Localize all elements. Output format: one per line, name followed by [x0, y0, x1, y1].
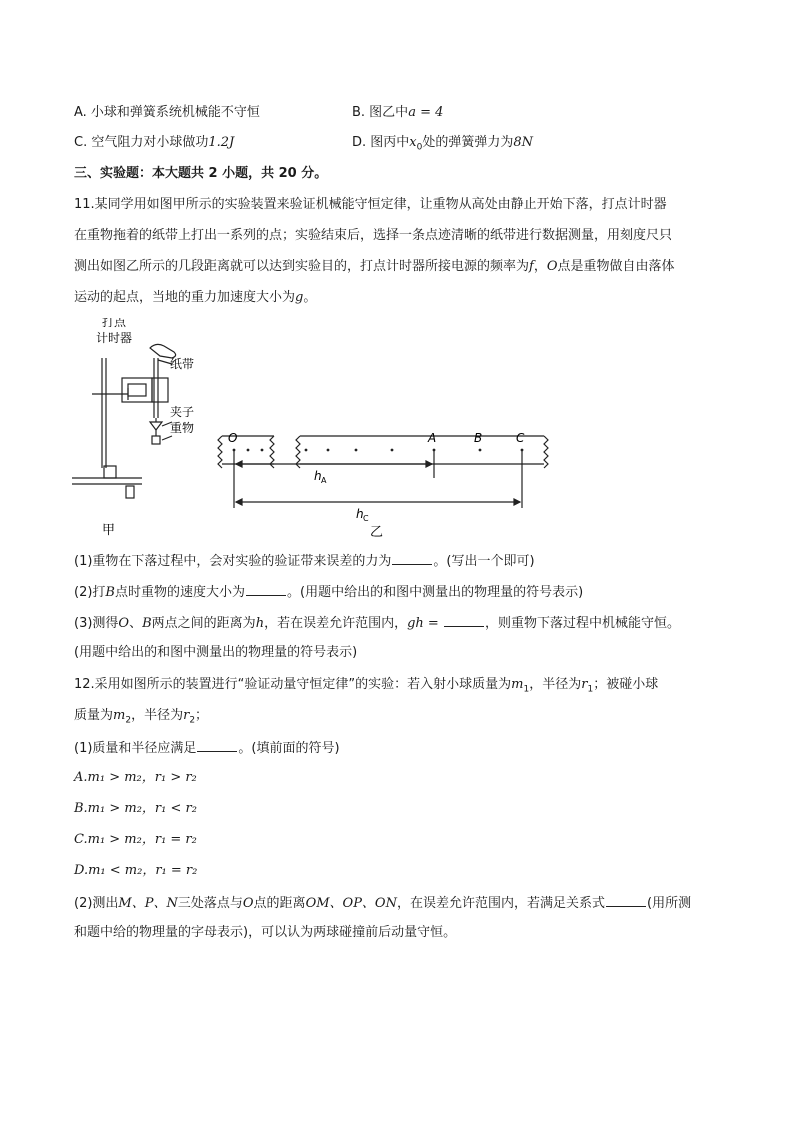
q12-l1b: m — [511, 677, 524, 692]
q11-p1b: 。(写出一个即可) — [433, 554, 535, 569]
dot-c — [521, 449, 524, 452]
caption-jia: 甲 — [102, 523, 116, 538]
label-timer-2: 计时器 — [96, 331, 133, 345]
q12-p2d: O — [242, 896, 254, 911]
option-c — [74, 134, 234, 152]
label-hc-sub: C — [363, 514, 369, 523]
q11-part-3 — [74, 613, 680, 633]
label-tape: 纸带 — [170, 357, 195, 371]
q11-p2d: 。(用题中给出的和图中测量出的物理量的符号表示) — [287, 585, 584, 600]
tape-right — [296, 436, 548, 468]
q12-p2f: OM、OP、ON — [305, 896, 397, 911]
q11-p3c: 、 — [129, 616, 143, 631]
q12-option-c: C.m₁ > m₂，r₁ = r₂ — [74, 832, 197, 847]
option-d-mid: 处的弹簧弹力为 — [422, 135, 514, 150]
q12-l2d-sub: 2 — [189, 715, 196, 726]
q12-l2e: ； — [195, 708, 209, 723]
answer-blank-3[interactable] — [444, 613, 484, 627]
dot-2 — [261, 449, 264, 452]
q12-l1b-sub: 1 — [523, 684, 530, 695]
q12-p2g: ，在误差允许范围内，若满足关系式 — [396, 896, 605, 911]
q12-p1b: 。(填前面的符号) — [238, 741, 340, 756]
label-ha-sub: A — [321, 476, 327, 485]
q11-p3g: ，若在误差允许范围内， — [264, 616, 408, 631]
q11-l4a: 运动的起点，当地的重力加速度大小为 — [74, 290, 296, 305]
q11-part-2 — [74, 582, 583, 602]
option-a — [74, 104, 260, 122]
option-b — [352, 104, 443, 122]
option-c-math: 1.2J — [208, 135, 235, 150]
hand-shape — [150, 344, 176, 358]
weight-block — [152, 436, 160, 444]
dot-b — [479, 449, 482, 452]
q12-l1e: ；被碰小球 — [593, 677, 659, 692]
q12-l2b-sub: 2 — [125, 715, 132, 726]
q12-l2d: r — [183, 708, 190, 723]
option-c-text: C. 空气阻力对小球做功 — [74, 135, 209, 150]
q11-p3a: (3)测得 — [74, 616, 119, 631]
q12-p1a: (1)质量和半径应满足 — [74, 741, 197, 756]
q12-line-1 — [74, 676, 658, 699]
label-point-b: B — [474, 431, 483, 445]
q11-l3a: 测出如图乙所示的几段距离就可以达到实验目的，打点计时器所接电源的频率为 — [74, 259, 530, 274]
q11-l3e: 点是重物做自由落体 — [557, 259, 675, 274]
q12-l2c: ，半径为 — [131, 708, 184, 723]
option-d-x: x — [409, 135, 417, 150]
timer-inner — [128, 384, 146, 396]
q11-p2a: (2)打 — [74, 585, 106, 600]
q12-l1c: ，半径为 — [529, 677, 582, 692]
label-weight: 重物 — [170, 421, 195, 435]
figure-svg — [66, 318, 556, 548]
dot-3 — [305, 449, 308, 452]
q12-option-d: D.m₁ < m₂，r₁ = r₂ — [74, 863, 198, 878]
q12-p2e: 点的距离 — [253, 896, 306, 911]
section-heading: 三、实验题：本大题共 2 小题，共 20 分。 — [74, 166, 328, 181]
q12-part-1 — [74, 738, 340, 758]
q12-option-a: A.m₁ > m₂，r₁ > r₂ — [74, 770, 197, 785]
q11-l4c: 。 — [303, 290, 317, 305]
q12-l1d: r — [581, 677, 588, 692]
q12-p2b: M、P、N — [118, 896, 178, 911]
answer-blank-1[interactable] — [392, 551, 432, 565]
q11-p3b: O — [118, 616, 130, 631]
experiment-figure — [66, 318, 556, 552]
label-point-o: O — [228, 431, 238, 445]
option-d-end: 8N — [513, 135, 534, 150]
q11-p3e: 两点之间的距离为 — [151, 616, 256, 631]
label-timer-1: 打点 — [102, 318, 127, 329]
option-b-text: B. 图乙中 — [352, 105, 409, 120]
option-d-sub: 0 — [416, 142, 423, 153]
q11-l3b: f — [529, 259, 534, 274]
q12-l2b: m — [113, 708, 126, 723]
q12-p2h: (用所测 — [647, 896, 692, 911]
timer-box — [122, 378, 152, 402]
q12-l2a: 质量为 — [74, 708, 114, 723]
option-d-text: D. 图丙中 — [352, 135, 410, 150]
q11-p3i: ，则重物下落过程中机械能守恒。 — [484, 616, 680, 631]
dot-4 — [327, 449, 330, 452]
q11-part-3-note: (用题中给出的和图中测量出的物理量的符号表示) — [74, 645, 358, 660]
label-hc: h — [356, 507, 364, 521]
caption-yi: 乙 — [370, 525, 384, 540]
answer-blank-5[interactable] — [606, 893, 646, 907]
q12-p2c: 三处落点与 — [177, 896, 243, 911]
q11-p3d: B — [142, 616, 152, 631]
dot-6 — [391, 449, 394, 452]
q12-line-2 — [74, 707, 208, 730]
q11-p3h: gh = — [407, 616, 439, 631]
q11-l4b: g — [295, 290, 304, 305]
q11-p2c: 点时重物的速度大小为 — [114, 585, 245, 600]
q11-l3d: O — [546, 259, 558, 274]
q11-line-3 — [74, 258, 675, 276]
answer-blank-4[interactable] — [197, 738, 237, 752]
foot-block — [126, 486, 134, 498]
q12-l1a: 12.采用如图所示的装置进行“验证动量守恒定律”的实验：若入射小球质量为 — [74, 677, 512, 692]
label-clip: 夹子 — [170, 405, 195, 419]
tape-left — [218, 436, 274, 468]
label-point-a: A — [428, 431, 437, 445]
q12-part-2-cont: 和题中给的物理量的字母表示)，可以认为两球碰撞前后动量守恒。 — [74, 925, 457, 940]
q11-part-1 — [74, 551, 535, 571]
q12-p2a: (2)测出 — [74, 896, 119, 911]
q11-p3f: h — [255, 616, 265, 631]
q12-l1d-sub: 1 — [587, 684, 594, 695]
label-point-c: C — [516, 431, 525, 445]
dot-1 — [247, 449, 250, 452]
q11-p2b: B — [105, 585, 115, 600]
option-a-text: A. 小球和弹簧系统机械能不守恒 — [74, 105, 260, 120]
option-b-math: a = 4 — [408, 105, 444, 120]
q11-line-4 — [74, 289, 316, 307]
weight-pointer — [162, 436, 172, 440]
clip-shape — [150, 422, 162, 430]
answer-blank-2[interactable] — [246, 582, 286, 596]
q12-option-b: B.m₁ > m₂，r₁ < r₂ — [74, 801, 197, 816]
dot-o — [233, 449, 236, 452]
dot-a — [433, 449, 436, 452]
q11-l3c: ， — [533, 259, 547, 274]
q11-p1a: (1)重物在下落过程中，会对实验的验证带来误差的力为 — [74, 554, 392, 569]
dot-5 — [355, 449, 358, 452]
q11-line-1: 11.某同学用如图甲所示的实验装置来验证机械能守恒定律，让重物从高处由静止开始下落，打点计时器 — [74, 197, 667, 212]
q12-part-2 — [74, 893, 691, 913]
label-ha: h — [314, 469, 322, 483]
q11-line-2: 在重物拖着的纸带上打出一系列的点；实验结束后，选择一条点迹清晰的纸带进行数据测量，用刻度尺只 — [74, 228, 673, 243]
option-d — [352, 134, 533, 157]
